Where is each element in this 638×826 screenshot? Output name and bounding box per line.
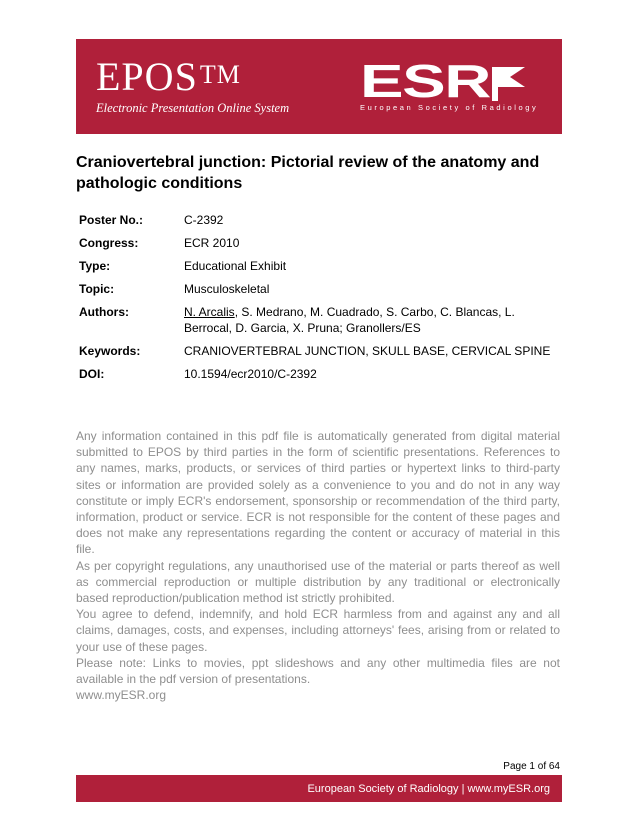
meta-row-congress <box>76 235 566 258</box>
disclaimer-paragraph: As per copyright regulations, any unauthorised use of the material or parts thereof as well as commercial reproduction or multiple distribution by any traditional or electronically based reproduction/publication method ist strictly prohibited. <box>76 558 560 606</box>
page-number: Page 1 of 64 <box>503 761 560 772</box>
meta-label: Congress: <box>79 236 139 250</box>
esr-logo <box>360 61 530 101</box>
epos-subtitle: Electronic Presentation Online System <box>96 101 290 115</box>
footer-banner <box>76 775 562 802</box>
disclaimer-url: www.myESR.org <box>76 688 167 703</box>
meta-value: ECR 2010 <box>184 236 240 250</box>
meta-label: DOI: <box>79 367 105 381</box>
epos-trademark: TM <box>199 60 241 89</box>
meta-value: C-2392 <box>184 213 224 227</box>
disclaimer-paragraph: Please note: Links to movies, ppt slideshows and any other multimedia files are not available in the pdf version of presentations. <box>76 655 560 687</box>
meta-row-keywords <box>76 343 566 366</box>
epos-logo: EPOS™ <box>96 54 241 99</box>
meta-label: Poster No.: <box>79 213 144 227</box>
meta-value: Musculoskeletal <box>184 282 270 296</box>
header-banner <box>76 39 562 134</box>
esr-logo-text: ESR <box>360 61 492 101</box>
esr-flag-icon <box>492 67 525 101</box>
esr-subtitle: European Society of Radiology <box>360 103 539 112</box>
meta-row-topic <box>76 281 566 304</box>
footer-text: European Society of Radiology | www.myESR.org <box>307 783 550 795</box>
meta-value: Educational Exhibit <box>184 259 287 273</box>
meta-value <box>184 304 566 343</box>
meta-row-authors <box>76 304 566 343</box>
authors-rest: , S. Medrano, M. Cuadrado, S. Carbo, C. Blancas, L. Berrocal, D. Garcia, X. Pruna; Granollers/ES <box>184 305 515 335</box>
meta-label: Keywords: <box>79 344 141 358</box>
meta-label: Authors: <box>79 305 129 319</box>
disclaimer-paragraph: You agree to defend, indemnify, and hold ECR harmless from and against any and all claims, damages, costs, and expenses, including attorneys' fees, arising from or related to your use of these pages. <box>76 607 560 654</box>
meta-row-doi <box>76 366 566 382</box>
meta-row-poster-no <box>76 212 566 235</box>
disclaimer-text <box>76 428 560 703</box>
meta-label: Topic: <box>79 282 115 296</box>
poster-metadata-table <box>76 212 566 382</box>
meta-value: CRANIOVERTEBRAL JUNCTION, SKULL BASE, CERVICAL SPINE <box>184 344 551 358</box>
poster-title: Craniovertebral junction: Pictorial review of the anatomy and pathologic conditions <box>76 154 540 192</box>
author-link[interactable]: N. Arcalis <box>184 305 235 319</box>
meta-row-type <box>76 258 566 281</box>
meta-value: 10.1594/ecr2010/C-2392 <box>184 367 317 381</box>
disclaimer-paragraph: Any information contained in this pdf file is automatically generated from digital material submitted to EPOS by third parties in the form of scientific presentations. References to any names, marks, products, or services of third parties or hypertext links to third-party sites or information are provided solely as a convenience to you and do not in any way constitute or imply ECR's endorsement, sponsorship or recommendation of the third party, information, product or service. ECR is not responsible for the content of these pages and does not make any representations regarding the content or accuracy of material in this file. <box>76 429 560 557</box>
meta-label: Type: <box>79 259 111 273</box>
